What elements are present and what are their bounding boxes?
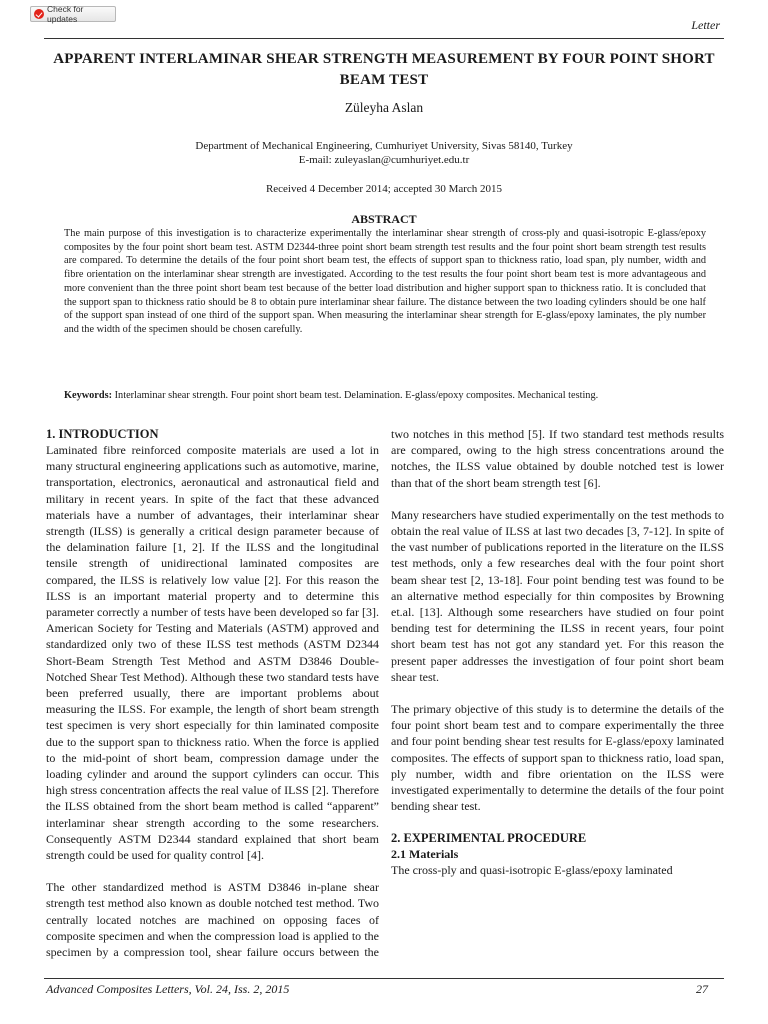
paper-title: APPARENT INTERLAMINAR SHEAR STRENGTH MEASUREMENT BY FOUR POINT SHORT BEAM TEST xyxy=(53,51,715,88)
header-rule xyxy=(44,38,724,39)
journal-citation: Advanced Composites Letters, Vol. 24, Iss. 2, 2015 xyxy=(46,982,290,996)
check-for-updates-button[interactable] xyxy=(30,6,116,22)
subsection-heading-materials: 2.1 Materials xyxy=(391,847,459,862)
keywords xyxy=(64,389,706,403)
author-name: Züleyha Aslan xyxy=(344,100,424,115)
intro-paragraph-3: Many researchers have studied experimentally on the test methods to obtain the real value of ILSS at last two decades [3, 7-12]. In spite of the vast number of publications reported in the literature on the ILSS test methods, only a few researches deal with the four point short beam shear test [2, 13-18]. Four point bending test was found to be an alternative method especially for thin composites by Browning et.al. [13]. Although some researchers have studied on four point bending test for determining the ILSS in recent years, four point short beam test has not got any standard yet. For this reason the present paper addresses the investigation of four point short beam shear test. xyxy=(391,507,724,684)
page-number: 27 xyxy=(696,982,708,996)
abstract-text: The main purpose of this investigation is to characterize experimentally the interlaminar shear strength of cross-ply and quasi-isotropic E-glass/epoxy composites by the four point short beam test. ASTM D2344-three point short beam strength test results and the four point short beam strength test results are compared. To determine the details of the four point short beam test, the effects of support span to thickness ratio, load span, ply number, width and fibre orientation on the interlaminar shear strength are investigated. According to the test results the four point short beam test is more advantageous and more convenient than the three point short beam test because of the better load distribution and higher support span to thickness ratio. It is concluded that the support span to thickness ratio should be 8 to obtain pure interlaminar shear failure. The distance between the two loading cylinders should be one half of the support span instead of one third of the support span. When measuring the interlaminar shear strength for E-glass/epoxy laminates, the ply number and the width of the specimen should be chosen carefully. xyxy=(64,228,706,335)
section-heading-introduction: 1. INTRODUCTION xyxy=(46,427,159,441)
right-column xyxy=(391,426,724,879)
keywords-label: Keywords: xyxy=(64,390,113,401)
intro-paragraph-2-continued: two notches in this method [5]. If two standard test methods results are compared, owing to the high stress concentrations around the notches, the ILSS value obtained by double notched test is lower than that of the short beam strength test [6]. xyxy=(391,427,724,490)
affiliation-department: Department of Mechanical Engineering, Cumhuriyet University, Sivas 58140, Turkey xyxy=(195,140,573,152)
article-type-label: Letter xyxy=(691,18,720,32)
intro-paragraph-1: Laminated fibre reinforced composite materials are used a lot in many structural engineering applications such as automotive, marine, transportation, electronics, aeronautical and astronautical field and military in recent years. In spite of the fact that these advanced materials have a number of advantages, their interlaminar shear strength (ILSS) is generally a critical design parameter because of the delamination failure [1, 2]. If the ILSS and the longitudinal tensile strength of unidirectional laminated composites are compared, the ILSS is relatively low value [2]. For this reason the ILSS is an important material property and to determine this parameter correctly a number of tests have been developed so far [3]. American Society for Testing and Materials (ASTM) approved and standardized only two of these ILSS test methods (ASTM D2344 Short-Beam Strength Test Method and ASTM D3846 Double-Notched Shear Test Method). Although these two standard tests have been preferred usually, there are important problems about measuring the ILSS. For example, the length of short beam strength test specimen is very short especially for thin laminated composite due to the support span to thickness ratio. When the force is applied to the mid-point of short beam, compression damage under the loading cylinder and around the support cylinders can occur. This high stress concentration affects the real value of ILSS [2]. Therefore the ILSS obtained from the short beam method is called “apparent” interlaminar shear strength according to the some researchers. Consequently ASTM D2344 standard explained that short beam strength could be used for quality control [4]. xyxy=(46,443,379,863)
intro-paragraph-4: The primary objective of this study is to determine the details of the four point short beam test and to compare experimentally the three and four point bending shear test results for E-glass/epoxy laminated composites. The effects of support span to thickness ratio, load span, ply number, width and fibre orientation on the ILSS were investigated experimentally to determine the details of the four point bending shear test. xyxy=(391,702,724,814)
abstract-heading: ABSTRACT xyxy=(351,212,417,226)
materials-paragraph: The cross-ply and quasi-isotropic E-glass/epoxy laminated xyxy=(391,863,673,878)
intro-paragraph-2: The other standardized method is ASTM D3846 in-plane shear strength test method also known as double notched test method. Two centrally located notches are machined on opposing faces of composite specimen and when the compression load is applied to the specimen by a compression tool, shear failure occurs between the xyxy=(46,880,379,960)
affiliation xyxy=(0,140,768,167)
affiliation-email: E-mail: zuleyaslan@cumhuriyet.edu.tr xyxy=(298,153,470,166)
left-column xyxy=(46,426,379,960)
section-heading-experimental: 2. EXPERIMENTAL PROCEDURE xyxy=(391,831,587,846)
footer-rule xyxy=(44,978,724,979)
check-for-updates-label: Check for updates xyxy=(47,4,84,24)
update-check-icon xyxy=(34,9,44,19)
keywords-text: Interlaminar shear strength. Four point short beam test. Delamination. E-glass/epoxy composites. Mechanical testing. xyxy=(114,390,599,401)
received-dates: Received 4 December 2014; accepted 30 March 2015 xyxy=(265,183,503,195)
